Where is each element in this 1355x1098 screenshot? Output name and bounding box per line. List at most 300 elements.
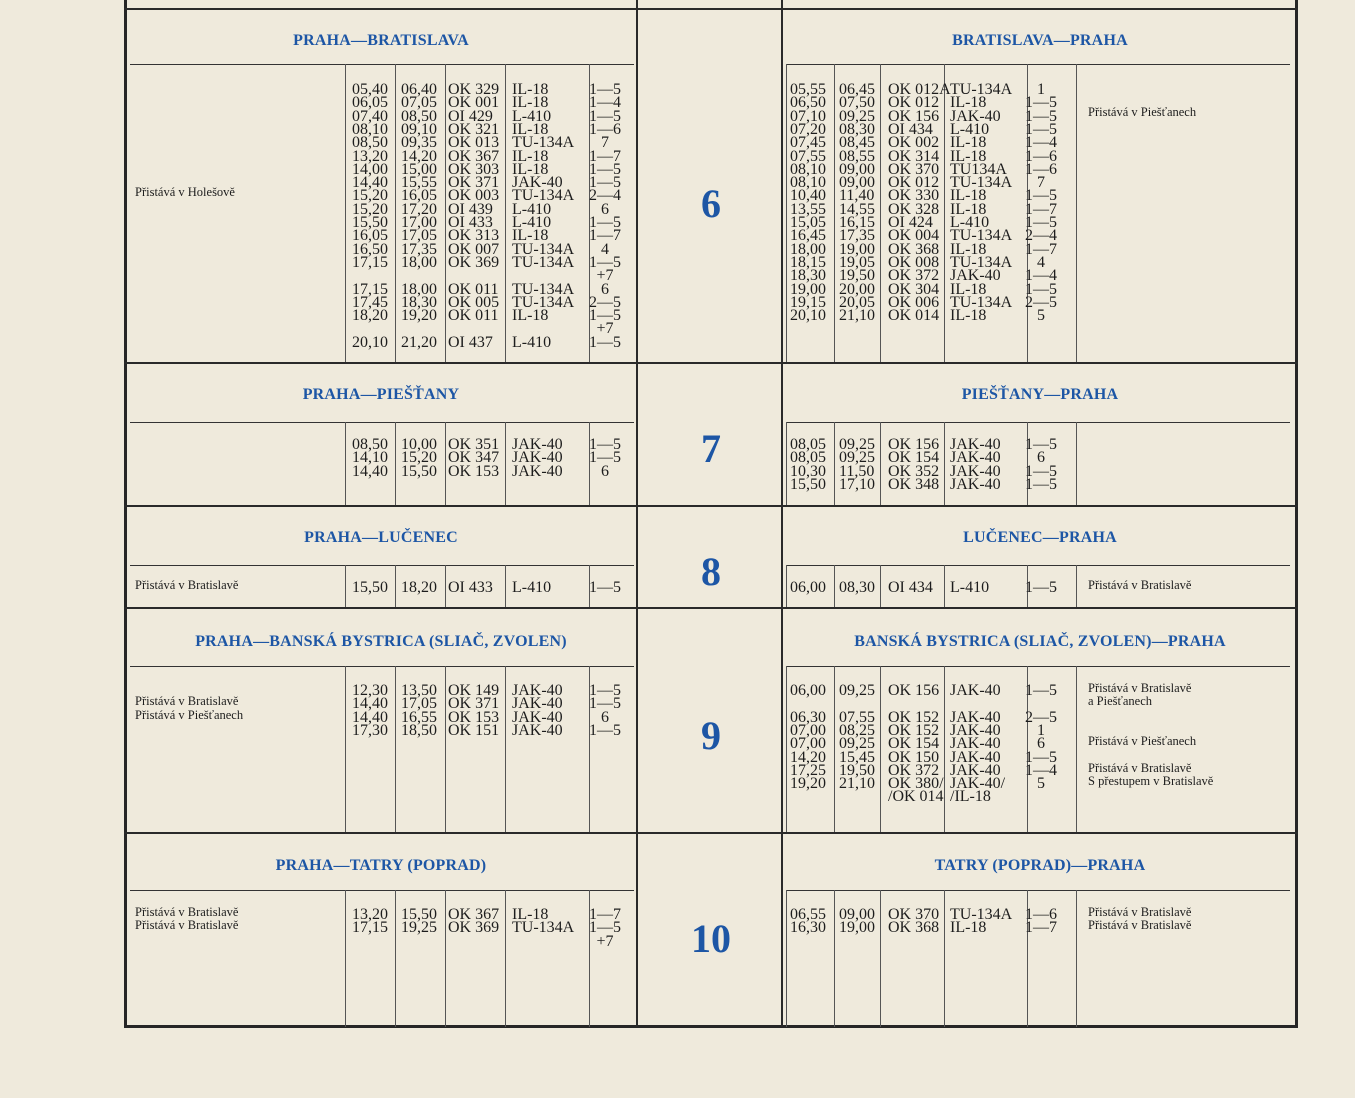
title-underline xyxy=(130,565,634,566)
arrival-time: 09,10 xyxy=(401,120,437,138)
arrival-time: 18,50 xyxy=(401,721,437,739)
operating-days: 1—7 xyxy=(1025,919,1057,937)
cell-separator xyxy=(944,422,945,505)
aircraft-type: JAK-40 xyxy=(950,107,1001,125)
left-stop-note: Přistává v Holešově xyxy=(135,185,235,199)
route-number: 8 xyxy=(701,549,721,594)
departure-time: 19,20 xyxy=(790,775,826,793)
section-divider-line xyxy=(124,505,1298,507)
departure-time: 07,10 xyxy=(790,107,826,125)
departure-time: 13,20 xyxy=(352,147,388,165)
flight-number: OI 433 xyxy=(448,214,493,231)
flight-number: OK 005 xyxy=(448,293,500,311)
arrival-time: 19,05 xyxy=(839,253,875,271)
departure-time: 08,10 xyxy=(790,160,826,178)
operating-days: 2—4 xyxy=(1025,227,1057,245)
aircraft-type: TU134A xyxy=(950,160,1007,178)
aircraft-type: TU-134A xyxy=(950,227,1013,245)
aircraft-type: JAK-40 xyxy=(512,721,563,739)
cell-separator xyxy=(880,565,881,607)
departure-time: 08,50 xyxy=(352,436,388,453)
title-underline xyxy=(130,666,634,667)
operating-days: 7 xyxy=(601,134,609,152)
flight-number: OK 371 xyxy=(448,695,500,713)
right-stop-note: Přistává v Piešťanech xyxy=(1088,105,1197,119)
route-number: 9 xyxy=(701,713,721,758)
flight-number: OK 156 xyxy=(888,682,940,699)
departure-time: 19,00 xyxy=(790,280,826,298)
title-underline xyxy=(130,422,634,423)
cell-separator xyxy=(395,565,396,607)
arrival-time: 17,20 xyxy=(401,200,437,218)
aircraft-type: L-410 xyxy=(512,579,552,596)
title-underline xyxy=(786,64,1290,65)
flight-number: OK 367 xyxy=(448,906,500,923)
flight-number: OK 154 xyxy=(888,735,940,753)
route-number: 10 xyxy=(691,916,731,961)
aircraft-type: IL-18 xyxy=(950,134,987,152)
operating-days: +7 xyxy=(596,267,614,285)
departure-time: 15,50 xyxy=(352,214,388,231)
cell-separator xyxy=(395,64,396,362)
departure-time: 06,50 xyxy=(790,94,826,112)
departure-time: 20,10 xyxy=(352,333,388,351)
aircraft-type: JAK-40 xyxy=(512,708,563,726)
aircraft-type: JAK-40 xyxy=(950,267,1001,285)
arrival-time: 18,00 xyxy=(401,253,437,271)
flight-number: OK 372 xyxy=(888,267,940,285)
departure-time: 12,30 xyxy=(352,682,388,699)
aircraft-type: IL-18 xyxy=(950,307,987,325)
flight-number: OK 149 xyxy=(448,682,500,699)
operating-days: 1—5 xyxy=(1025,579,1057,596)
right-stop-note: Přistává v Bratislavě xyxy=(1088,760,1192,775)
arrival-time: 09,25 xyxy=(839,436,875,453)
arrival-time: 07,55 xyxy=(839,708,875,726)
operating-days: 6 xyxy=(1037,449,1045,467)
flight-number: OK 150 xyxy=(888,748,940,766)
flight-number: OK 380/ xyxy=(888,775,944,793)
departure-time: 07,00 xyxy=(790,735,826,753)
cell-separator xyxy=(786,666,787,832)
flight-number: OI 434 xyxy=(888,120,933,138)
operating-days: 1—5 xyxy=(589,333,621,351)
aircraft-type: JAK-40 xyxy=(950,708,1001,726)
operating-days: 6 xyxy=(1037,735,1045,753)
departure-time: 14,40 xyxy=(352,462,388,480)
flight-number: OK 370 xyxy=(888,160,940,178)
flight-number: OK 368 xyxy=(888,240,940,258)
operating-days: 1—7 xyxy=(589,147,621,165)
arrival-time: 17,05 xyxy=(401,227,437,245)
flight-number: OK 151 xyxy=(448,721,500,739)
left-route-title: PRAHA—TATRY (POPRAD) xyxy=(275,857,487,874)
departure-time: 18,00 xyxy=(790,240,826,258)
arrival-time: 19,50 xyxy=(839,267,875,285)
flight-number: OK 013 xyxy=(448,134,500,152)
operating-days: 6 xyxy=(601,280,609,298)
departure-time: 07,00 xyxy=(790,721,826,739)
right-route-title: BRATISLAVA—PRAHA xyxy=(952,32,1128,49)
cell-separator xyxy=(1076,64,1077,362)
flight-number: OK 351 xyxy=(448,436,500,453)
cell-separator xyxy=(345,565,346,607)
operating-days: 4 xyxy=(601,240,609,258)
right-stop-note: Přistává v Bratislavě xyxy=(1088,578,1192,592)
title-underline xyxy=(786,422,1290,423)
flight-number: OI 433 xyxy=(448,579,493,596)
departure-time: 07,20 xyxy=(790,120,826,138)
operating-days: +7 xyxy=(596,320,614,338)
flight-number: OK 369 xyxy=(448,919,500,937)
aircraft-type: IL-18 xyxy=(512,120,549,138)
arrival-time: 07,05 xyxy=(401,94,437,112)
aircraft-type: JAK-40 xyxy=(950,748,1001,766)
departure-time: 17,25 xyxy=(790,761,826,779)
operating-days: 7 xyxy=(1037,174,1045,192)
cell-separator xyxy=(345,422,346,505)
departure-time: 18,20 xyxy=(352,307,388,325)
arrival-time: 15,00 xyxy=(401,160,437,178)
aircraft-type: JAK-40 xyxy=(512,449,563,467)
cell-separator xyxy=(505,890,506,1027)
cell-separator xyxy=(345,666,346,832)
aircraft-type: IL-18 xyxy=(512,906,549,923)
section-divider-line xyxy=(124,607,1298,609)
flight-number: OK 002 xyxy=(888,134,940,152)
right-stop-note: Přistává v Bratislavě xyxy=(1088,681,1192,695)
cell-separator xyxy=(944,565,945,607)
cell-separator xyxy=(786,890,787,1027)
cell-separator xyxy=(944,890,945,1027)
flight-number: OK 003 xyxy=(448,187,500,205)
operating-days: 1—6 xyxy=(1025,147,1057,165)
arrival-time: 19,25 xyxy=(401,919,437,937)
cell-separator xyxy=(880,64,881,362)
operating-days: 1—5 xyxy=(589,253,621,271)
flight-number: OK 007 xyxy=(448,240,500,258)
arrival-time: 17,10 xyxy=(839,475,875,493)
departure-time: 05,40 xyxy=(352,81,388,98)
aircraft-type: L-410 xyxy=(512,200,552,218)
flight-number: OI 437 xyxy=(448,333,493,351)
aircraft-type: TU-134A xyxy=(950,293,1013,311)
left-stop-note: Přistává v Piešťanech xyxy=(135,707,244,722)
cell-separator xyxy=(944,64,945,362)
cell-separator xyxy=(395,890,396,1027)
departure-time: 14,20 xyxy=(790,748,826,766)
right-stop-note: Přistává v Bratislavě xyxy=(1088,918,1192,933)
arrival-time: 14,20 xyxy=(401,147,437,165)
flight-number: OK 367 xyxy=(448,147,500,165)
flight-number: OI 439 xyxy=(448,200,493,218)
cell-separator xyxy=(1076,890,1077,1027)
aircraft-type: TU-134A xyxy=(512,187,575,205)
arrival-time: 07,50 xyxy=(839,94,875,112)
operating-days: 1—5 xyxy=(1025,120,1057,138)
operating-days: 1 xyxy=(1037,721,1045,739)
flight-number: OK 156 xyxy=(888,436,940,453)
flight-number: OK 004 xyxy=(888,227,940,245)
flight-number: OK 347 xyxy=(448,449,500,467)
cell-separator xyxy=(880,890,881,1027)
right-route-title: TATRY (POPRAD)—PRAHA xyxy=(934,857,1146,874)
operating-days: 1—6 xyxy=(589,120,621,138)
aircraft-type: L-410 xyxy=(950,214,990,231)
aircraft-type: TU-134A xyxy=(512,134,575,152)
cell-separator xyxy=(505,64,506,362)
flight-number: OK 368 xyxy=(888,919,940,937)
flight-number: OK 370 xyxy=(888,906,940,923)
aircraft-type: JAK-40 xyxy=(950,449,1001,467)
arrival-time: 08,50 xyxy=(401,107,437,125)
departure-time: 06,00 xyxy=(790,682,826,699)
flight-number: OK 314 xyxy=(888,147,940,165)
left-route-title: PRAHA—BANSKÁ BYSTRICA (SLIAČ, ZVOLEN) xyxy=(195,633,567,650)
operating-days: 1—5 xyxy=(589,449,621,467)
aircraft-type: L-410 xyxy=(950,120,990,138)
departure-time: 15,20 xyxy=(352,187,388,205)
departure-time: 17,15 xyxy=(352,280,388,298)
operating-days: 1—4 xyxy=(1025,134,1057,152)
aircraft-type: IL-18 xyxy=(950,240,987,258)
arrival-time: 20,05 xyxy=(839,293,875,311)
arrival-time: 09,35 xyxy=(401,134,437,152)
operating-days: 1—5 xyxy=(589,919,621,937)
departure-time: 13,55 xyxy=(790,200,826,218)
flight-number: OI 429 xyxy=(448,107,493,125)
departure-time: 15,05 xyxy=(790,214,826,231)
aircraft-type: IL-18 xyxy=(512,81,549,98)
arrival-time: 08,55 xyxy=(839,147,875,165)
section-divider-line xyxy=(124,832,1298,834)
operating-days: 1—7 xyxy=(589,227,621,245)
arrival-time: 16,55 xyxy=(401,708,437,726)
aircraft-type: IL-18 xyxy=(950,94,987,112)
arrival-time: 09,00 xyxy=(839,160,875,178)
cell-separator xyxy=(345,890,346,1027)
section-divider-line xyxy=(124,8,1298,10)
departure-time: 14,40 xyxy=(352,708,388,726)
flight-number: OK 001 xyxy=(448,94,500,112)
right-stop-note: Přistává v Piešťanech xyxy=(1088,734,1197,749)
operating-days: 1—5 xyxy=(1025,462,1057,480)
flight-number: OK 303 xyxy=(448,160,500,178)
cell-separator xyxy=(505,666,506,832)
flight-number: OK 329 xyxy=(448,81,500,98)
cell-separator xyxy=(834,64,835,362)
cell-separator xyxy=(395,422,396,505)
operating-days: 1—5 xyxy=(589,436,621,453)
operating-days: 1—5 xyxy=(1025,280,1057,298)
arrival-time: 11,50 xyxy=(839,462,875,480)
aircraft-type: JAK-40/ xyxy=(950,775,1006,793)
operating-days: 1—5 xyxy=(1025,187,1057,205)
cell-separator xyxy=(786,565,787,607)
departure-time: 18,15 xyxy=(790,253,826,271)
flight-number: /OK 014 xyxy=(888,788,944,806)
flight-number: OK 154 xyxy=(888,449,940,467)
flight-number: OK 011 xyxy=(448,280,499,298)
right-stop-note: S přestupem v Bratislavě xyxy=(1088,774,1214,789)
operating-days: 1—7 xyxy=(1025,200,1057,218)
departure-time: 14,40 xyxy=(352,174,388,192)
arrival-time: 19,00 xyxy=(839,240,875,258)
departure-time: 07,55 xyxy=(790,147,826,165)
aircraft-type: TU-134A xyxy=(512,280,575,298)
operating-days: 1—5 xyxy=(1025,475,1057,493)
operating-days: 5 xyxy=(1037,307,1045,325)
arrival-time: 17,35 xyxy=(839,227,875,245)
flight-number: OK 008 xyxy=(888,253,940,271)
arrival-time: 19,50 xyxy=(839,761,875,779)
departure-time: 16,05 xyxy=(352,227,388,245)
operating-days: 1—5 xyxy=(1025,214,1057,231)
arrival-time: 15,20 xyxy=(401,449,437,467)
operating-days: 1—5 xyxy=(589,682,621,699)
aircraft-type: JAK-40 xyxy=(950,475,1001,493)
cell-separator xyxy=(395,666,396,832)
title-underline xyxy=(786,890,1290,891)
aircraft-type: JAK-40 xyxy=(950,436,1001,453)
aircraft-type: IL-18 xyxy=(512,147,549,165)
flight-number: OK 372 xyxy=(888,761,940,779)
operating-days: 1—7 xyxy=(589,906,621,923)
aircraft-type: IL-18 xyxy=(950,919,987,937)
arrival-time: 21,10 xyxy=(839,307,875,325)
operating-days: 5 xyxy=(1037,775,1045,793)
arrival-time: 15,50 xyxy=(401,462,437,480)
arrival-time: 09,25 xyxy=(839,735,875,753)
aircraft-type: L-410 xyxy=(512,107,552,125)
arrival-time: 17,35 xyxy=(401,240,437,258)
departure-time: 14,10 xyxy=(352,449,388,467)
arrival-time: 15,55 xyxy=(401,174,437,192)
aircraft-type: L-410 xyxy=(512,214,552,231)
arrival-time: 08,30 xyxy=(839,579,875,596)
departure-time: 19,15 xyxy=(790,293,826,311)
arrival-time: 09,00 xyxy=(839,906,875,923)
operating-days: 1—5 xyxy=(1025,748,1057,766)
left-stop-note: Přistává v Bratislavě xyxy=(135,905,239,919)
column-divider-line xyxy=(636,0,638,1027)
left-stop-note: Přistává v Bratislavě xyxy=(135,694,239,709)
departure-time: 10,40 xyxy=(790,187,826,205)
cell-separator xyxy=(786,64,787,362)
aircraft-type: IL-18 xyxy=(950,187,987,205)
aircraft-type: IL-18 xyxy=(512,307,549,325)
arrival-time: 20,00 xyxy=(839,280,875,298)
cell-separator xyxy=(834,422,835,505)
cell-separator xyxy=(445,422,446,505)
left-stop-note: Přistává v Bratislavě xyxy=(135,578,239,592)
aircraft-type: JAK-40 xyxy=(950,462,1001,480)
aircraft-type: TU-134A xyxy=(950,174,1013,192)
aircraft-type: TU-134A xyxy=(950,906,1013,923)
aircraft-type: TU-134A xyxy=(512,253,575,271)
left-stop-note: Přistává v Bratislavě xyxy=(135,918,239,933)
flight-number: OK 011 xyxy=(448,307,499,325)
departure-time: 17,15 xyxy=(352,253,388,271)
arrival-time: 19,20 xyxy=(401,307,437,325)
departure-time: 15,50 xyxy=(352,579,388,596)
cell-separator xyxy=(944,666,945,832)
aircraft-type: /IL-18 xyxy=(950,788,991,806)
arrival-time: 08,45 xyxy=(839,134,875,152)
flight-number: OK 330 xyxy=(888,187,940,205)
aircraft-type: IL-18 xyxy=(512,227,549,245)
arrival-time: 06,40 xyxy=(401,81,437,98)
arrival-time: 10,00 xyxy=(401,436,437,453)
operating-days: 2—5 xyxy=(589,293,621,311)
flight-number: OK 304 xyxy=(888,280,940,298)
aircraft-type: JAK-40 xyxy=(512,682,563,699)
departure-time: 08,05 xyxy=(790,449,826,467)
flight-number: OK 012 xyxy=(888,174,940,192)
operating-days: 1—5 xyxy=(589,695,621,713)
operating-days: 1—5 xyxy=(1025,436,1057,453)
departure-time: 14,40 xyxy=(352,695,388,713)
right-stop-note: a Piešťanech xyxy=(1088,694,1152,709)
departure-time: 06,00 xyxy=(790,579,826,596)
cell-separator xyxy=(445,666,446,832)
aircraft-type: JAK-40 xyxy=(950,735,1001,753)
arrival-time: 09,25 xyxy=(839,449,875,467)
departure-time: 17,15 xyxy=(352,919,388,937)
departure-time: 16,45 xyxy=(790,227,826,245)
flight-number: OK 153 xyxy=(448,708,500,726)
aircraft-type: JAK-40 xyxy=(950,682,1001,699)
departure-time: 06,30 xyxy=(790,708,826,726)
departure-time: 07,45 xyxy=(790,134,826,152)
aircraft-type: IL-18 xyxy=(512,94,549,112)
departure-time: 05,55 xyxy=(790,81,826,98)
arrival-time: 09,00 xyxy=(839,174,875,192)
section-divider-line xyxy=(124,362,1298,364)
operating-days: 1—5 xyxy=(1025,107,1057,125)
operating-days: 1—4 xyxy=(1025,761,1057,779)
arrival-time: 06,45 xyxy=(839,81,875,98)
operating-days: 6 xyxy=(601,462,609,480)
cell-separator xyxy=(505,422,506,505)
route-number: 7 xyxy=(701,426,721,471)
flight-number: OK 369 xyxy=(448,253,500,271)
arrival-time: 19,00 xyxy=(839,919,875,937)
cell-separator xyxy=(345,64,346,362)
flight-number: OK 313 xyxy=(448,227,500,245)
aircraft-type: IL-18 xyxy=(950,280,987,298)
aircraft-type: JAK-40 xyxy=(512,462,563,480)
arrival-time: 11,40 xyxy=(839,187,875,205)
left-route-title: PRAHA—PIEŠŤANY xyxy=(302,386,460,403)
flight-number: OK 321 xyxy=(448,120,500,138)
departure-time: 08,10 xyxy=(352,120,388,138)
operating-days: 1—5 xyxy=(589,160,621,178)
flight-number: OK 156 xyxy=(888,107,940,125)
cell-separator xyxy=(834,890,835,1027)
operating-days: 1—5 xyxy=(589,174,621,192)
aircraft-type: L-410 xyxy=(512,333,552,351)
flight-number: OK 012A xyxy=(888,81,951,98)
operating-days: 2—4 xyxy=(589,187,621,205)
cell-separator xyxy=(834,565,835,607)
departure-time: 08,50 xyxy=(352,134,388,152)
aircraft-type: IL-18 xyxy=(950,147,987,165)
column-divider-line xyxy=(781,0,783,1027)
aircraft-type: JAK-40 xyxy=(512,695,563,713)
arrival-time: 21,10 xyxy=(839,775,875,793)
flight-number: OK 352 xyxy=(888,462,940,480)
